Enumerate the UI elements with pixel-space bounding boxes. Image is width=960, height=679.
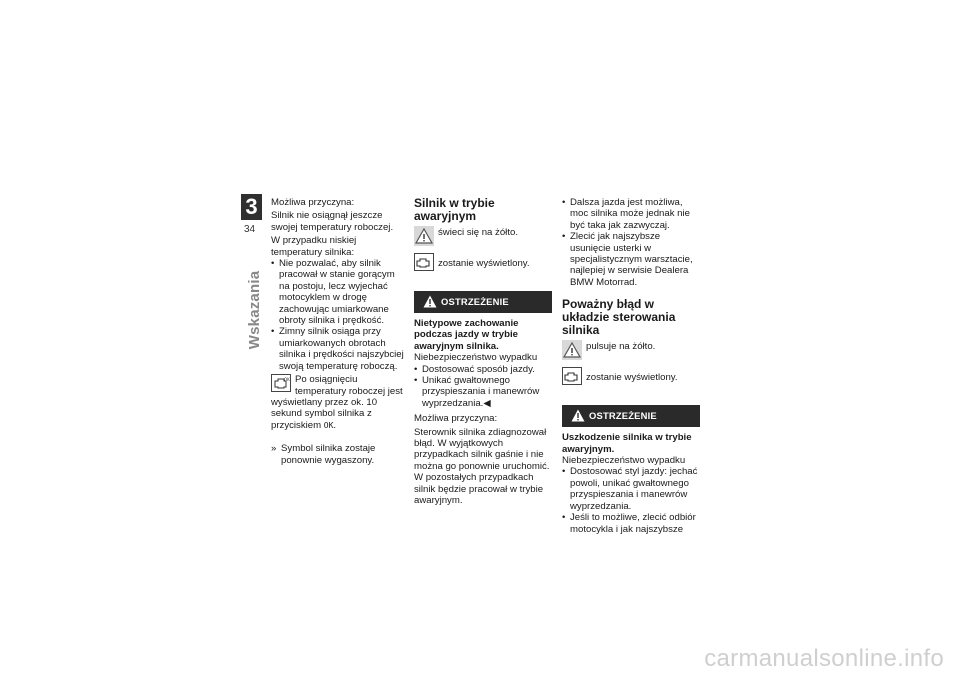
list-item-text: Unikać gwałtownego przyspieszania i manewrów wyprzedzania.	[422, 375, 540, 409]
bullet-list	[271, 258, 406, 372]
danger-text: Niebezpieczeństwo wypadku	[414, 352, 538, 364]
result-text: » Symbol silnika zostaje ponownie wygaszony.	[271, 443, 406, 466]
engine-ok-icon	[271, 374, 291, 395]
engine-ok-note	[271, 374, 406, 431]
engine-icon	[414, 253, 434, 274]
svg-text:OK: OK	[284, 377, 290, 383]
section-heading: Poważny błąd w układzie sterowania silnika	[562, 297, 676, 338]
chapter-number: 3	[241, 194, 262, 220]
engine-ok-text: Po osiągnięciu temperatury roboczej jest wyświetlany przez ok. 10 sekund symbol silnika z przyciskiem	[271, 374, 403, 431]
warning-triangle-icon	[562, 340, 582, 363]
page-number: 34	[244, 224, 256, 235]
cause-text: Sterownik silnika zdiagnozował błąd. W wyjątkowych przypadkach silnik gaśnie i nie można go ponownie uruchomić. W pozostałych przypadkach silnik będzie pracował w trybie awaryjnym.	[414, 426, 550, 507]
danger-text: Niebezpieczeństwo wypadku	[562, 455, 686, 467]
warning-label: OSTRZEŻENIE	[589, 410, 657, 422]
display-row	[562, 367, 700, 389]
list-item: • Dostosować sposób jazdy.	[414, 364, 552, 375]
bullet-list	[562, 197, 700, 288]
sentence-end: .	[333, 419, 337, 431]
section-label: Wskazania	[246, 270, 263, 350]
list-item: • Zlecić jak najszybsze usunięcie usterki w specjalistycznym warsztacie, najlepiej w serwisie Dealera BMW Motorrad.	[562, 231, 700, 288]
list-item: • Jeśli to możliwe, zlecić odbiór motocykla i jak najszybsze	[562, 512, 700, 535]
warning-title: Nietypowe zachowanie podczas jazdy w trybie awaryjnym silnika.	[414, 318, 519, 352]
list-item	[414, 375, 552, 409]
display-text: zostanie wyświetlony.	[438, 258, 530, 269]
warning-triangle-icon	[414, 226, 434, 249]
warning-banner	[562, 405, 700, 427]
watermark: carmanualsonline.info	[704, 645, 944, 672]
display-row	[414, 253, 552, 275]
display-text: zostanie wyświetlony.	[586, 372, 678, 384]
section-heading: Silnik w trybie awaryjnym	[414, 196, 495, 223]
list-item: • Dostosować styl jazdy: jechać powoli, unikać gwałtownego przyspieszania i manewrów wyprzedzania.	[562, 466, 700, 512]
column-3	[562, 197, 700, 535]
bullet-list	[414, 364, 552, 410]
engine-icon	[562, 367, 582, 388]
paragraph: Silnik nie osiągnął jeszcze swojej temperatury roboczej.	[271, 210, 394, 233]
warning-label: OSTRZEŻENIE	[441, 296, 509, 307]
bullet-list	[562, 466, 700, 534]
indicator-row	[562, 340, 700, 362]
end-marker: ◀	[483, 397, 491, 409]
warning-title: Uszkodzenie silnika w trybie awaryjnym.	[562, 432, 692, 455]
list-item: • Dalsza jazda jest możliwa, moc silnika może jednak nie być taka jak zazwyczaj.	[562, 197, 700, 231]
warning-banner	[414, 291, 552, 313]
indicator-text: świeci się na żółto.	[438, 227, 518, 238]
warning-icon	[423, 295, 437, 311]
list-item: • Zimny silnik osiąga przy umiarkowanych obrotach silnika i prędkości najszybciej swoją temperaturę roboczą.	[271, 326, 406, 372]
cause-label: Możliwa przyczyna:	[414, 413, 498, 425]
column-2	[414, 197, 552, 509]
indicator-row	[414, 226, 552, 248]
list-item: • Nie pozwalać, aby silnik pracował w stanie gorącym na postoju, lecz wyjechać motocyklem w drogę zachowując umiarkowane obroty silnika i prędkość.	[271, 258, 406, 326]
cause-label: Możliwa przyczyna:	[271, 197, 355, 208]
ok-button-symbol: OK	[323, 420, 334, 430]
paragraph: W przypadku niskiej temperatury silnika:	[271, 235, 357, 258]
column-1	[271, 197, 406, 468]
warning-icon	[571, 409, 585, 425]
indicator-text: pulsuje na żółto.	[586, 341, 656, 353]
